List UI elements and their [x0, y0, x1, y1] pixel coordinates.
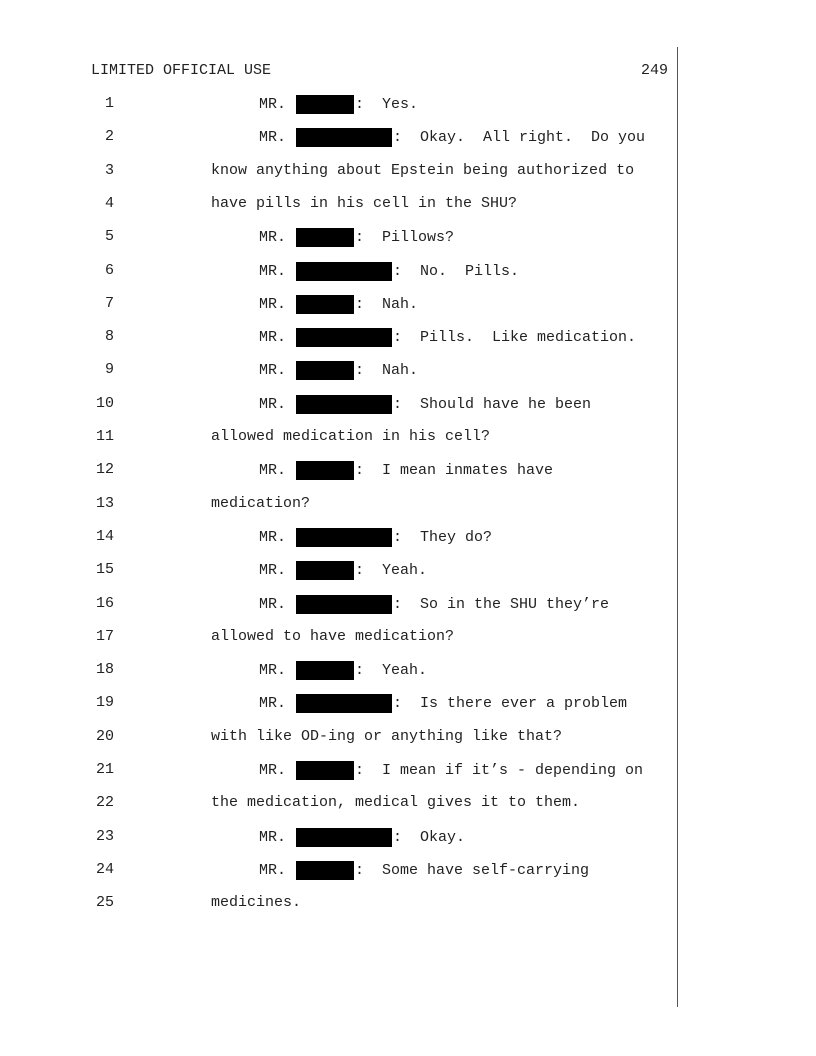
line-number: 6 — [104, 261, 114, 279]
spoken-text: : Yes. — [355, 96, 419, 113]
speaker-line-text — [259, 661, 427, 680]
redaction-box — [296, 395, 392, 414]
line-number: 12 — [95, 461, 114, 479]
transcript-line — [0, 461, 816, 481]
speaker-title: MR. — [259, 595, 296, 613]
spoken-text: : Pillows? — [355, 229, 455, 247]
speaker-title: MR. — [259, 329, 296, 347]
speaker-line-text — [259, 95, 418, 114]
continuation-line-text — [211, 628, 454, 645]
transcript-line — [0, 295, 816, 315]
line-number: 1 — [104, 95, 114, 112]
line-number: 24 — [95, 860, 114, 878]
transcript-line — [0, 894, 816, 914]
speaker-title: MR. — [259, 229, 296, 247]
transcript-line — [0, 361, 816, 381]
speaker-line-text — [259, 328, 636, 347]
speaker-line-text — [259, 461, 553, 480]
spoken-text: : Yeah. — [355, 562, 428, 580]
spoken-text: allowed medication in his cell? — [211, 428, 491, 445]
spoken-text: with like OD-ing or anything like that? — [211, 727, 563, 745]
line-number: 11 — [95, 428, 114, 445]
spoken-text: : Nah. — [355, 362, 419, 380]
speaker-line-text — [259, 295, 418, 314]
spoken-text: : I mean if it’s - depending on — [355, 762, 644, 779]
transcript-line — [0, 228, 816, 248]
line-number: 20 — [95, 727, 114, 745]
redaction-box — [296, 128, 392, 147]
line-number: 8 — [104, 328, 114, 346]
continuation-line-text — [211, 162, 634, 179]
speaker-line-text — [259, 228, 454, 247]
continuation-line-text — [211, 728, 562, 745]
speaker-line-text — [259, 694, 627, 713]
transcript-line — [0, 761, 816, 781]
redaction-box — [296, 561, 354, 580]
transcript-line — [0, 495, 816, 515]
line-number: 23 — [95, 827, 114, 845]
speaker-line-text — [259, 528, 492, 547]
speaker-line-text — [259, 561, 427, 580]
spoken-text: know anything about Epstein being authorized to — [211, 161, 635, 179]
transcript-line — [0, 328, 816, 348]
redaction-box — [296, 528, 392, 547]
line-number: 10 — [95, 394, 114, 412]
transcript-line — [0, 95, 816, 115]
line-number: 5 — [104, 228, 114, 246]
continuation-line-text — [211, 894, 301, 911]
speaker-line-text — [259, 595, 609, 614]
speaker-title: MR. — [259, 362, 296, 380]
transcript-line — [0, 861, 816, 881]
speaker-title: MR. — [259, 695, 296, 713]
speaker-title: MR. — [259, 295, 296, 313]
spoken-text: : Some have self-carrying — [355, 861, 590, 879]
transcript-line — [0, 728, 816, 748]
transcript-line — [0, 162, 816, 182]
spoken-text: allowed to have medication? — [211, 627, 455, 645]
spoken-text: : I mean inmates have — [355, 462, 554, 480]
transcript-line — [0, 195, 816, 215]
speaker-title: MR. — [259, 462, 296, 480]
line-number: 7 — [104, 294, 114, 312]
continuation-line-text — [211, 794, 580, 811]
speaker-line-text — [259, 861, 589, 880]
speaker-line-text — [259, 761, 643, 780]
transcript-line — [0, 595, 816, 615]
speaker-title: MR. — [259, 96, 296, 113]
line-number: 14 — [95, 527, 114, 545]
redaction-box — [296, 694, 392, 713]
line-number: 9 — [104, 361, 114, 379]
redaction-box — [296, 295, 354, 314]
redaction-box — [296, 328, 392, 347]
continuation-line-text — [211, 495, 310, 512]
line-number: 3 — [104, 161, 114, 179]
line-number: 13 — [95, 494, 114, 512]
speaker-title: MR. — [259, 662, 296, 680]
redaction-box — [296, 828, 392, 847]
transcript-line — [0, 128, 816, 148]
spoken-text: : Okay. All right. Do you — [393, 129, 646, 147]
speaker-line-text — [259, 128, 645, 147]
continuation-line-text — [211, 195, 517, 212]
transcript-line — [0, 262, 816, 282]
transcript-line — [0, 661, 816, 681]
spoken-text: : No. Pills. — [393, 262, 520, 280]
line-number: 18 — [95, 661, 114, 679]
spoken-text: : Pills. Like medication. — [393, 329, 637, 347]
redaction-box — [296, 861, 354, 880]
line-number: 22 — [95, 794, 114, 812]
speaker-title: MR. — [259, 562, 296, 580]
transcript-line — [0, 628, 816, 648]
spoken-text: : Is there ever a problem — [393, 695, 628, 713]
redaction-box — [296, 595, 392, 614]
line-number: 2 — [104, 128, 114, 146]
redaction-box — [296, 95, 354, 114]
line-number: 19 — [95, 694, 114, 712]
line-number: 4 — [104, 194, 114, 212]
speaker-title: MR. — [259, 395, 296, 413]
transcript-line — [0, 694, 816, 714]
transcript-line — [0, 561, 816, 581]
speaker-line-text — [259, 828, 465, 847]
classification-header: LIMITED OFFICIAL USE — [91, 62, 272, 79]
spoken-text: : Yeah. — [355, 662, 428, 680]
page-number: 249 — [640, 62, 668, 79]
spoken-text: : They do? — [393, 528, 493, 546]
line-number: 21 — [95, 761, 114, 778]
redaction-box — [296, 228, 354, 247]
spoken-text: have pills in his cell in the SHU? — [211, 194, 518, 212]
continuation-line-text — [211, 428, 490, 445]
transcript-line — [0, 528, 816, 548]
speaker-title: MR. — [259, 262, 296, 280]
transcript-line — [0, 428, 816, 448]
spoken-text: : So in the SHU they’re — [393, 595, 610, 613]
speaker-title: MR. — [259, 828, 296, 846]
speaker-title: MR. — [259, 528, 296, 546]
spoken-text: : Okay. — [393, 828, 466, 846]
speaker-line-text — [259, 395, 591, 414]
line-number: 25 — [95, 894, 114, 912]
redaction-box — [296, 461, 354, 480]
speaker-line-text — [259, 262, 519, 281]
spoken-text: medicines. — [211, 894, 302, 912]
redaction-box — [296, 361, 354, 380]
speaker-title: MR. — [259, 129, 296, 147]
spoken-text: : Should have he been — [393, 395, 592, 413]
redaction-box — [296, 262, 392, 281]
spoken-text: the medication, medical gives it to them. — [211, 794, 581, 812]
spoken-text: medication? — [211, 494, 311, 512]
transcript-line — [0, 794, 816, 814]
spoken-text: : Nah. — [355, 295, 419, 313]
transcript-line — [0, 828, 816, 848]
line-number: 17 — [95, 627, 114, 645]
speaker-title: MR. — [259, 762, 296, 779]
speaker-line-text — [259, 361, 418, 380]
line-number: 16 — [95, 594, 114, 612]
line-number: 15 — [95, 561, 114, 579]
speaker-title: MR. — [259, 861, 296, 879]
redaction-box — [296, 761, 354, 780]
transcript-line — [0, 395, 816, 415]
redaction-box — [296, 661, 354, 680]
